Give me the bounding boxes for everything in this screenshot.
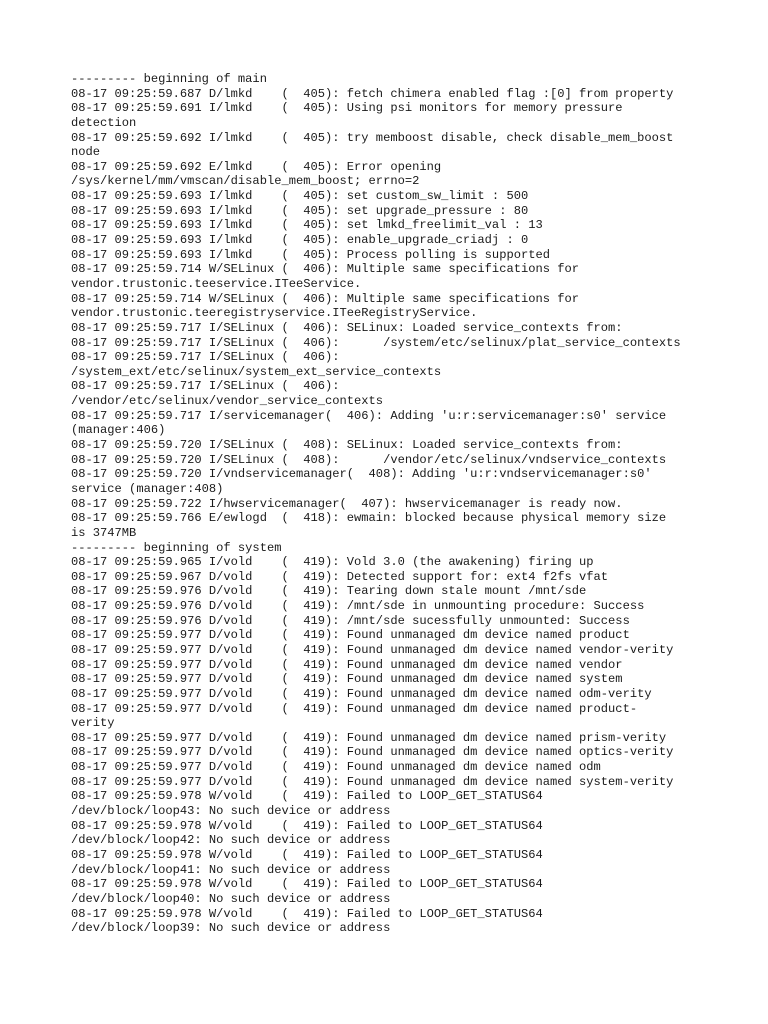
log-line: 08-17 09:25:59.977 D/vold ( 419): Found unmanaged dm device named odm-verity (71, 686, 652, 701)
log-line: /dev/block/loop39: No such device or address (71, 921, 391, 936)
log-line: --------- beginning of main (71, 72, 267, 86)
log-line: /dev/block/loop42: No such device or address (71, 833, 391, 848)
log-line: 08-17 09:25:59.717 I/SELinux ( 406): (71, 350, 340, 365)
log-line: 08-17 09:25:59.717 I/SELinux ( 406): /system/etc/selinux/plat_service_contexts (71, 335, 681, 350)
log-line: 08-17 09:25:59.977 D/vold ( 419): Found unmanaged dm device named vendor-verity (71, 642, 674, 657)
log-line: 08-17 09:25:59.977 D/vold ( 419): Found unmanaged dm device named vendor (71, 657, 623, 672)
log-line: 08-17 09:25:59.693 I/lmkd ( 405): set upgrade_pressure : 80 (71, 203, 529, 218)
log-line: 08-17 09:25:59.978 W/vold ( 419): Failed to LOOP_GET_STATUS64 (71, 789, 543, 804)
log-line: 08-17 09:25:59.978 W/vold ( 419): Failed to LOOP_GET_STATUS64 (71, 818, 543, 833)
log-line: 08-17 09:25:59.717 I/SELinux ( 406): SELinux: Loaded service_contexts from: (71, 320, 623, 335)
log-line: /system_ext/etc/selinux/system_ext_service_contexts (71, 364, 442, 379)
log-line: 08-17 09:25:59.977 D/vold ( 419): Found unmanaged dm device named system-verity (71, 774, 674, 789)
log-line: 08-17 09:25:59.965 I/vold ( 419): Vold 3.0 (the awakening) firing up (71, 555, 594, 570)
log-line: node (71, 145, 101, 160)
log-line: 08-17 09:25:59.976 D/vold ( 419): /mnt/sde sucessfully unmounted: Success (71, 613, 630, 628)
log-line: is 3747MB (71, 525, 137, 540)
log-line: --------- beginning of system (71, 540, 282, 555)
log-line: 08-17 09:25:59.977 D/vold ( 419): Found unmanaged dm device named product- (71, 701, 638, 716)
log-line: 08-17 09:25:59.978 W/vold ( 419): Failed to LOOP_GET_STATUS64 (71, 906, 543, 921)
log-line: verity (71, 716, 115, 731)
log-line: 08-17 09:25:59.976 D/vold ( 419): /mnt/sde in unmounting procedure: Success (71, 599, 645, 614)
log-line: service (manager:408) (71, 481, 224, 496)
log-line: 08-17 09:25:59.977 D/vold ( 419): Found unmanaged dm device named optics-verity (71, 745, 674, 760)
log-line: (manager:406) (71, 423, 166, 438)
log-line: 08-17 09:25:59.977 D/vold ( 419): Found unmanaged dm device named system (71, 672, 623, 687)
log-line: /sys/kernel/mm/vmscan/disable_mem_boost; errno=2 (71, 174, 420, 189)
log-line: 08-17 09:25:59.977 D/vold ( 419): Found unmanaged dm device named prism-verity (71, 730, 667, 745)
log-line: 08-17 09:25:59.714 W/SELinux ( 406): Multiple same specifications for (71, 262, 580, 277)
log-line: /vendor/etc/selinux/vendor_service_contexts (71, 394, 384, 409)
log-line: 08-17 09:25:59.976 D/vold ( 419): Tearing down stale mount /mnt/sde (71, 584, 587, 599)
log-line: 08-17 09:25:59.717 I/servicemanager( 406): Adding 'u:r:servicemanager:s0' service (71, 408, 667, 423)
log-line: 08-17 09:25:59.977 D/vold ( 419): Found unmanaged dm device named odm (71, 760, 601, 775)
log-line: detection (71, 115, 137, 130)
log-line: 08-17 09:25:59.693 I/lmkd ( 405): Process polling is supported (71, 247, 550, 262)
log-line: vendor.trustonic.teeservice.ITeeService. (71, 276, 362, 291)
log-line: 08-17 09:25:59.967 D/vold ( 419): Detected support for: ext4 f2fs vfat (71, 569, 609, 584)
log-line: /dev/block/loop40: No such device or address (71, 891, 391, 906)
log-line: 08-17 09:25:59.692 E/lmkd ( 405): Error opening (71, 159, 442, 174)
log-line: vendor.trustonic.teeregistryservice.ITeeRegistryService. (71, 306, 478, 321)
log-line: 08-17 09:25:59.693 I/lmkd ( 405): set lmkd_freelimit_val : 13 (71, 218, 543, 233)
log-line: 08-17 09:25:59.720 I/SELinux ( 408): /vendor/etc/selinux/vndservice_contexts (71, 452, 667, 467)
log-line: /dev/block/loop41: No such device or address (71, 862, 391, 877)
log-line: 08-17 09:25:59.693 I/lmkd ( 405): enable_upgrade_criadj : 0 (71, 233, 529, 248)
log-line: 08-17 09:25:59.978 W/vold ( 419): Failed to LOOP_GET_STATUS64 (71, 877, 543, 892)
log-line: 08-17 09:25:59.720 I/vndservicemanager( 408): Adding 'u:r:vndservicemanager:s0' (71, 467, 652, 482)
log-line: 08-17 09:25:59.687 D/lmkd ( 405): fetch chimera enabled flag :[0] from property (71, 86, 674, 101)
log-line: 08-17 09:25:59.693 I/lmkd ( 405): set custom_sw_limit : 500 (71, 189, 529, 204)
log-line: 08-17 09:25:59.717 I/SELinux ( 406): (71, 379, 340, 394)
log-text-block (71, 72, 731, 936)
log-line: 08-17 09:25:59.722 I/hwservicemanager( 407): hwservicemanager is ready now. (71, 496, 623, 511)
log-line: 08-17 09:25:59.691 I/lmkd ( 405): Using psi monitors for memory pressure (71, 101, 623, 116)
log-line: 08-17 09:25:59.720 I/SELinux ( 408): SELinux: Loaded service_contexts from: (71, 438, 623, 453)
log-line: 08-17 09:25:59.692 I/lmkd ( 405): try memboost disable, check disable_mem_boost (71, 130, 674, 145)
log-line: 08-17 09:25:59.978 W/vold ( 419): Failed to LOOP_GET_STATUS64 (71, 847, 543, 862)
log-line: 08-17 09:25:59.714 W/SELinux ( 406): Multiple same specifications for (71, 291, 580, 306)
log-line: 08-17 09:25:59.766 E/ewlogd ( 418): ewmain: blocked because physical memory size (71, 511, 667, 526)
log-line: /dev/block/loop43: No such device or address (71, 804, 391, 819)
log-line: 08-17 09:25:59.977 D/vold ( 419): Found unmanaged dm device named product (71, 628, 630, 643)
